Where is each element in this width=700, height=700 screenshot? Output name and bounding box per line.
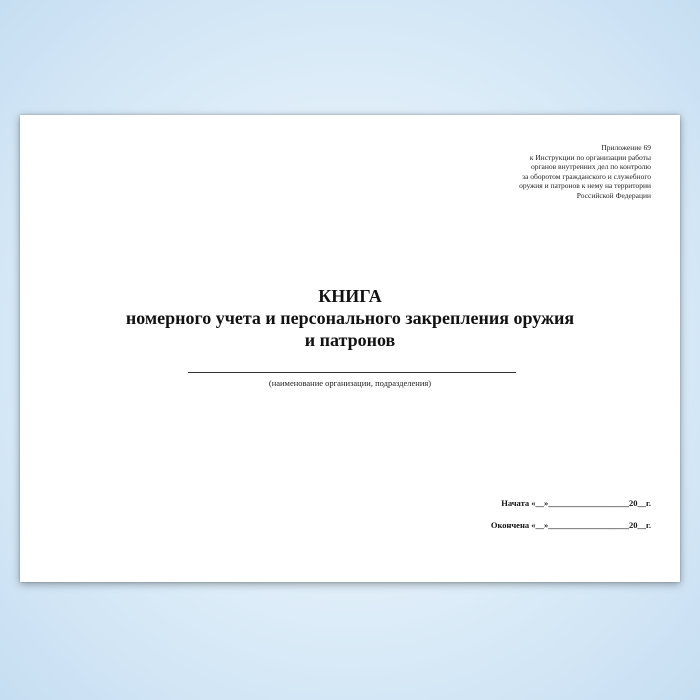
title-main: КНИГА <box>318 286 382 306</box>
document-title <box>20 285 680 351</box>
document-sheet <box>20 115 680 582</box>
title-line-2: номерного учета и персонального закрепления оружия <box>125 308 575 328</box>
organization-caption: (наименование организации, подразделения) <box>268 378 432 388</box>
appendix-line: за оборотом гражданского и служебного <box>522 171 651 181</box>
appendix-line: органов внутренних дел по контролю <box>530 162 651 172</box>
appendix-line: Российской Федерации <box>576 190 651 200</box>
appendix-line: к Инструкции по организации работы <box>529 152 651 162</box>
appendix-note <box>431 143 651 201</box>
start-date-field: Начата «__»___________________20__г. <box>501 498 651 508</box>
title-line-3: и патронов <box>304 330 396 350</box>
organization-name-line <box>188 372 516 373</box>
appendix-line: оружия и патронов к нему на территории <box>519 181 651 191</box>
end-date-field: Окончена «__»___________________20__г. <box>490 520 651 530</box>
appendix-line: Приложение 69 <box>601 143 651 152</box>
